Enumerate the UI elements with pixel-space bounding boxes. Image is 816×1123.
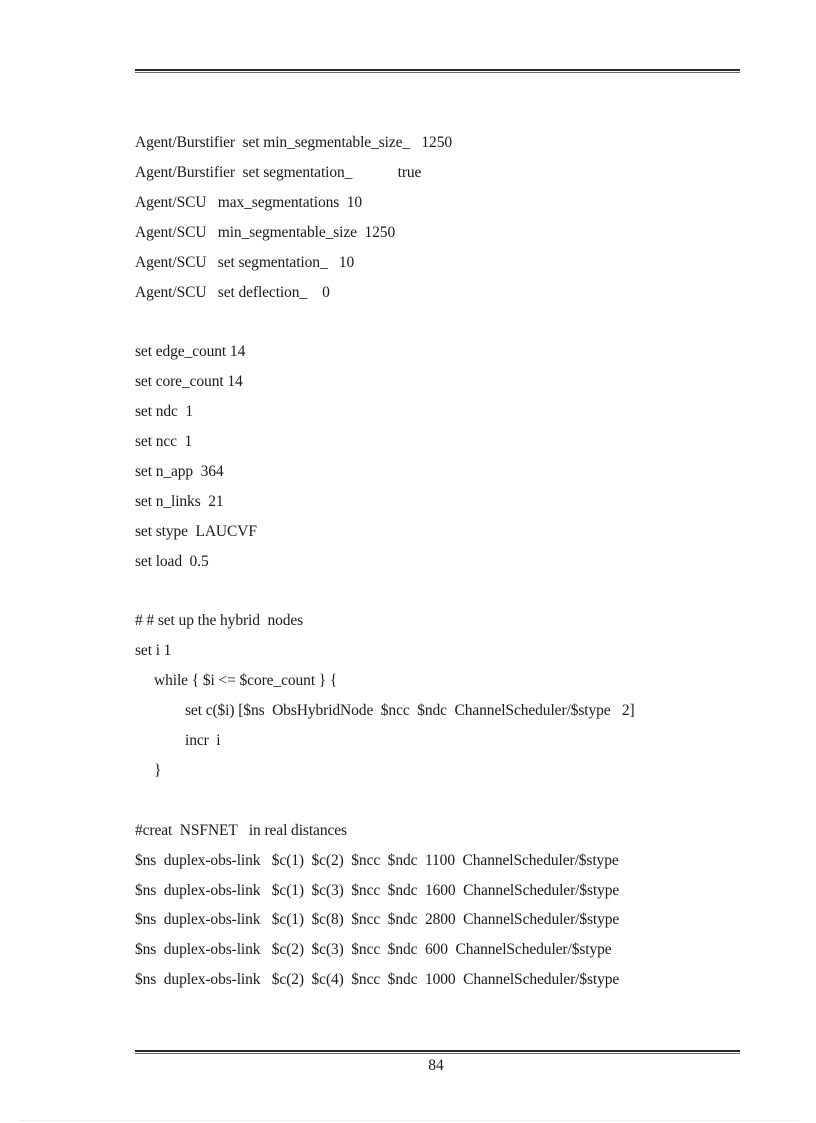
- code-line-while-open: while { $i <= $core_count } {: [154, 672, 338, 689]
- code-line-var-7: set stype LAUCVF: [135, 523, 257, 540]
- code-line-link-3: $ns duplex-obs-link $c(1) $c(8) $ncc $ndc 2800 ChannelScheduler/$stype: [135, 911, 620, 928]
- code-line-while-body-2: incr i: [185, 732, 221, 749]
- code-line-link-2: $ns duplex-obs-link $c(1) $c(3) $ncc $ndc 1600 ChannelScheduler/$stype: [135, 882, 620, 899]
- code-comment-hybrid: # # set up the hybrid nodes: [135, 612, 304, 629]
- code-line-link-1: $ns duplex-obs-link $c(1) $c(2) $ncc $ndc 1100 ChannelScheduler/$stype: [135, 852, 619, 869]
- page-number: 84: [428, 1057, 444, 1074]
- code-line-var-3: set ndc 1: [135, 403, 193, 420]
- code-line-link-5: $ns duplex-obs-link $c(2) $c(4) $ncc $ndc 1000 ChannelScheduler/$stype: [135, 971, 620, 988]
- code-line-config-3: Agent/SCU max_segmentations 10: [135, 194, 363, 211]
- code-line-config-5: Agent/SCU set segmentation_ 10: [135, 254, 355, 271]
- header-rule: [135, 69, 740, 73]
- code-line-link-4: $ns duplex-obs-link $c(2) $c(3) $ncc $ndc 600 ChannelScheduler/$stype: [135, 941, 612, 958]
- code-line-config-4: Agent/SCU min_segmentable_size 1250: [135, 224, 396, 241]
- code-line-config-1: Agent/Burstifier set min_segmentable_size_ 1250: [135, 134, 452, 151]
- code-line-config-6: Agent/SCU set deflection_ 0: [135, 284, 330, 301]
- code-line-set-i: set i 1: [135, 642, 172, 659]
- code-comment-nsfnet: #creat NSFNET in real distances: [135, 822, 347, 839]
- footer-rule: [135, 1050, 740, 1054]
- code-line-while-body-1: set c($i) [$ns ObsHybridNode $ncc $ndc ChannelScheduler/$stype 2]: [185, 702, 635, 719]
- code-line-var-5: set n_app 364: [135, 463, 224, 480]
- code-line-var-1: set edge_count 14: [135, 343, 246, 360]
- code-line-config-2: Agent/Burstifier set segmentation_ true: [135, 164, 422, 181]
- code-line-var-4: set ncc 1: [135, 433, 193, 450]
- code-line-while-close: }: [154, 762, 162, 779]
- code-line-var-2: set core_count 14: [135, 373, 243, 390]
- code-line-var-6: set n_links 21: [135, 493, 224, 510]
- page-bottom-edge: [20, 1120, 796, 1122]
- code-line-var-8: set load 0.5: [135, 553, 209, 570]
